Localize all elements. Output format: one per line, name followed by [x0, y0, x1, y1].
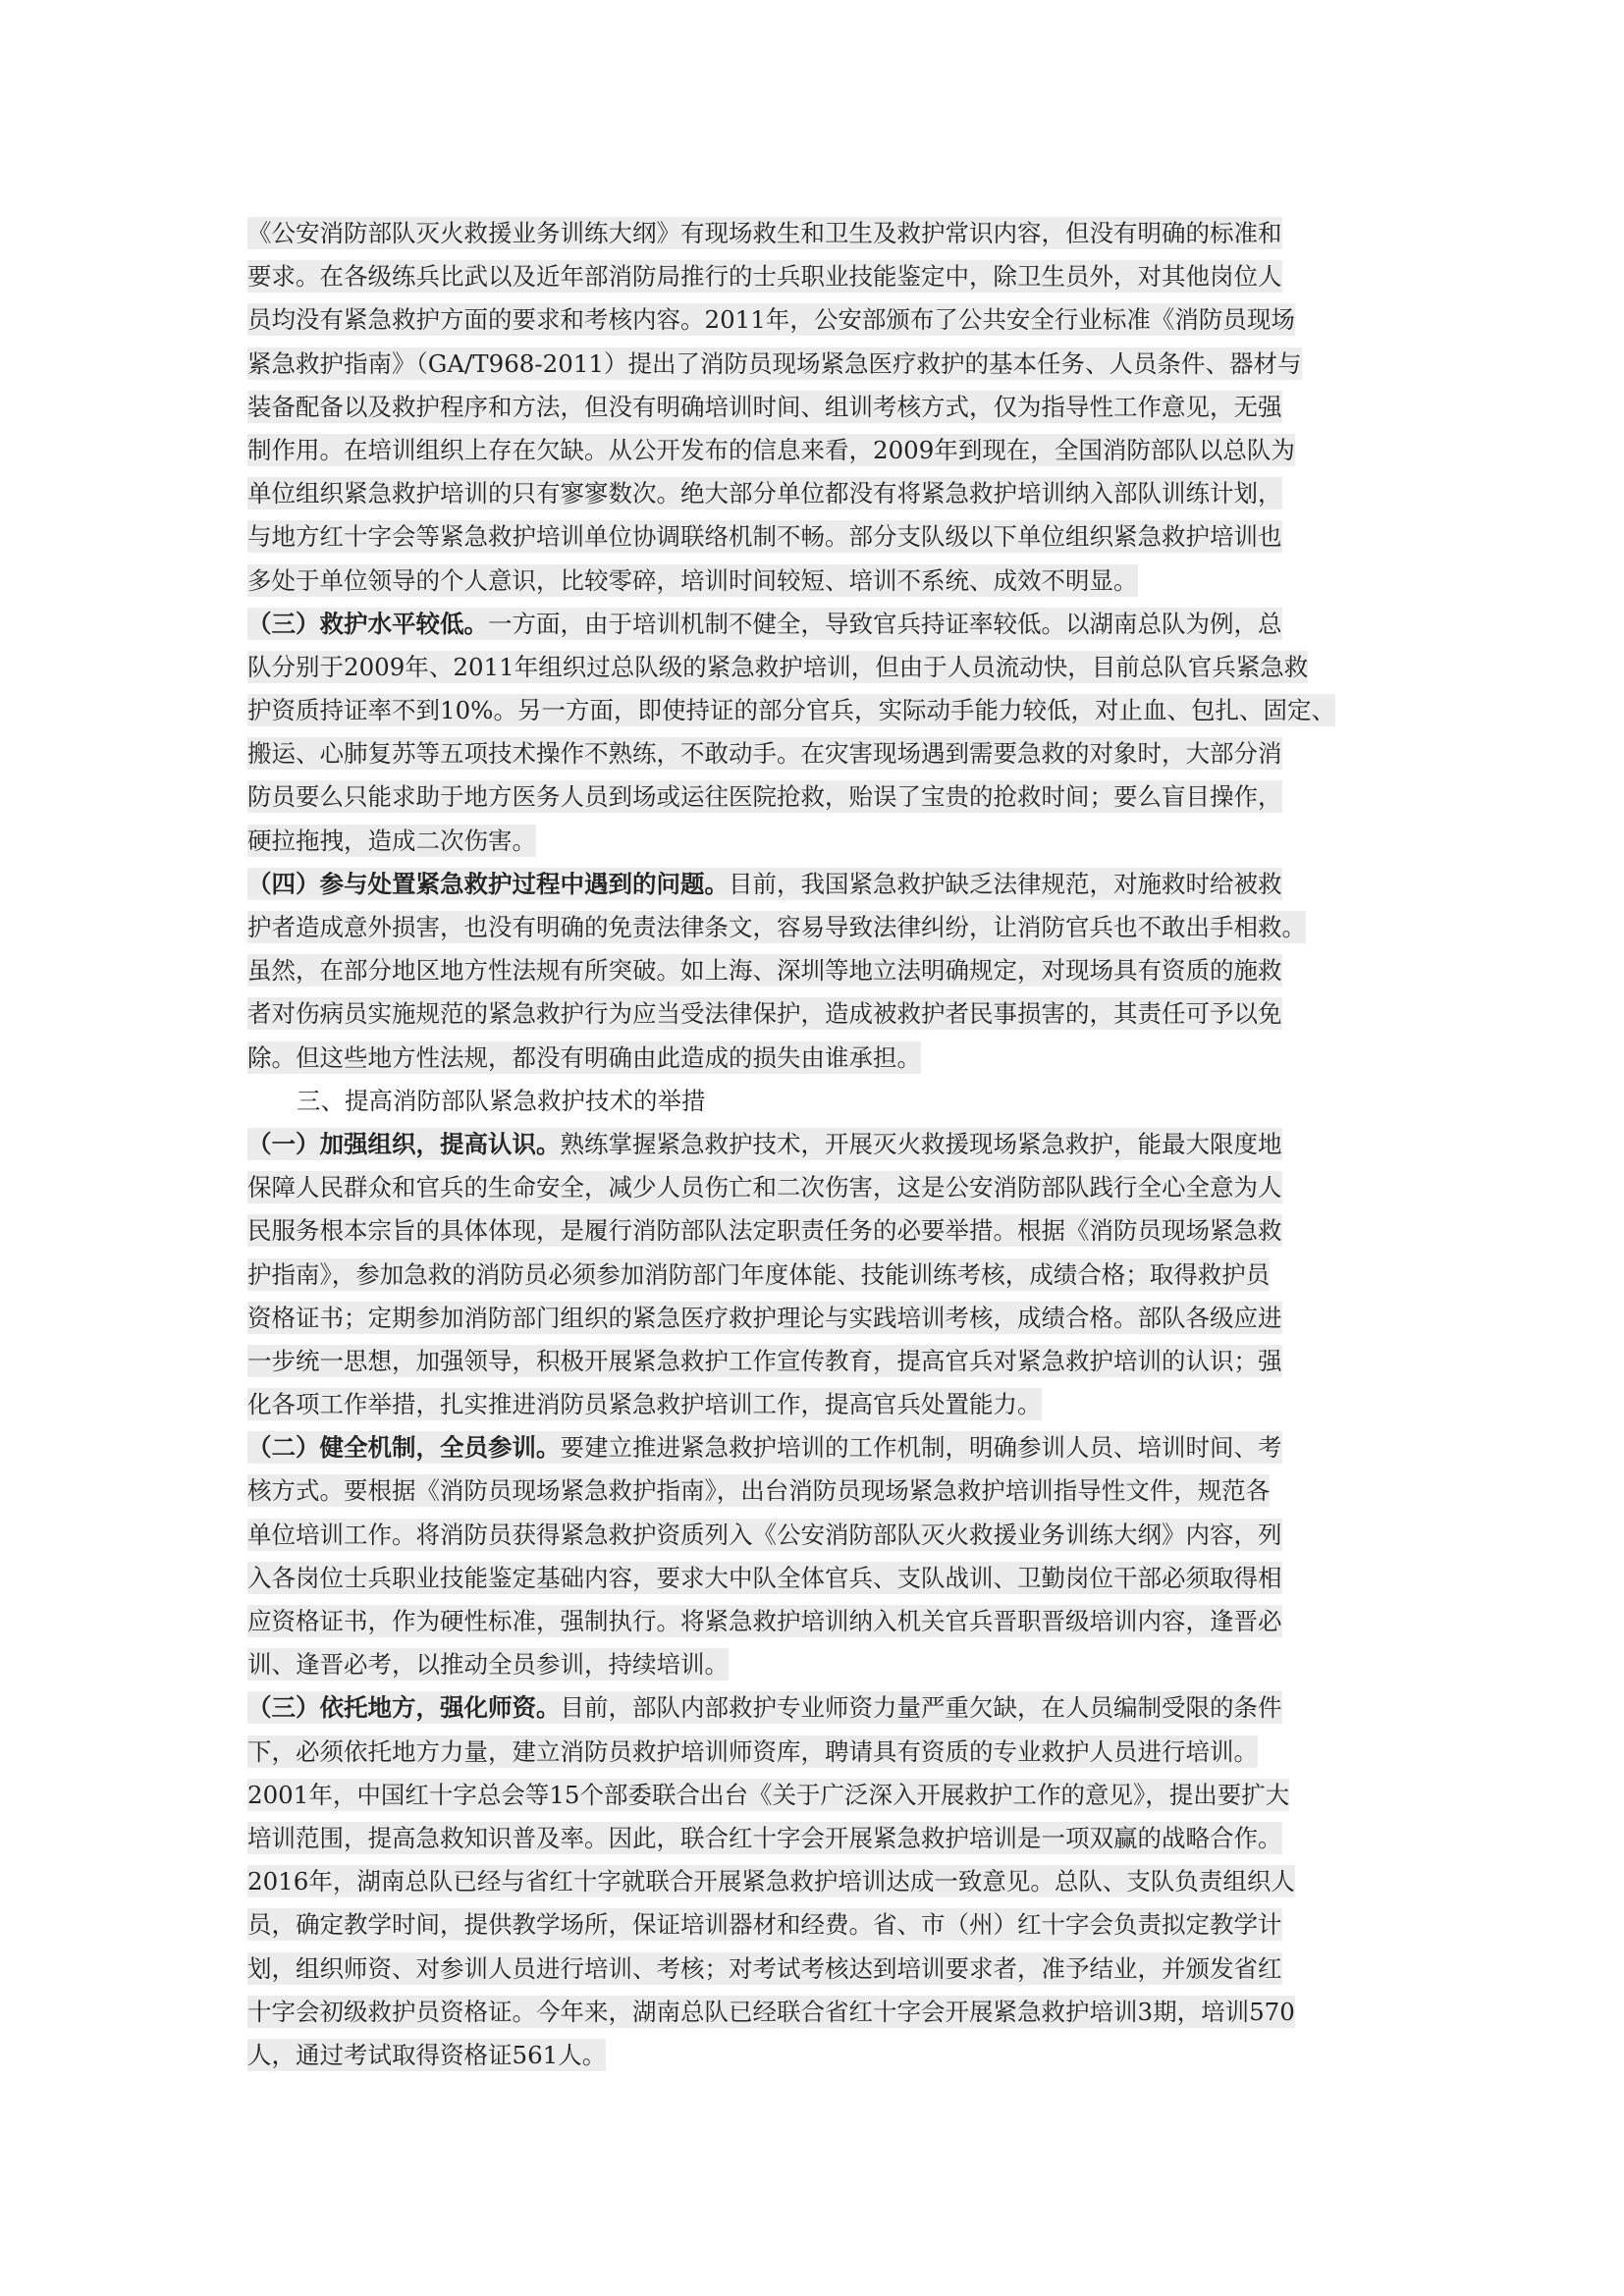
- line-text: [247, 564, 1138, 597]
- line-text: [247, 217, 1282, 249]
- text-line: [247, 1254, 1408, 1297]
- body-text: 民服务根本宗旨的具体体现，是履行消防部队法定职责任务的必要举措。根据《消防员现场紧急救: [247, 1216, 1282, 1246]
- line-text: [247, 1952, 1282, 1985]
- body-text: 一方面，由于培训机制不健全，导致官兵持证率较低。以湖南总队为例，总: [488, 609, 1282, 638]
- text-line: [247, 1731, 1408, 1774]
- text-line: [247, 906, 1408, 949]
- body-text: 单位组织紧急救护培训的只有寥寥数次。绝大部分单位都没有将紧急救护培训纳入部队训练计划，: [247, 479, 1282, 508]
- text-line: [247, 472, 1408, 515]
- line-text: [247, 1519, 1282, 1551]
- text-line: [247, 515, 1408, 559]
- text-line: [247, 1817, 1408, 1860]
- body-text: 搬运、心肺复苏等五项技术操作不熟练，不敢动手。在灾害现场遇到需要急救的对象时，大部分消: [247, 739, 1282, 769]
- text-line: [247, 689, 1408, 732]
- line-text: [247, 347, 1302, 380]
- body-text: 员均没有紧急救护方面的要求和考核内容。2011年，公安部颁布了公共安全行业标准《消防员现场: [247, 305, 1295, 335]
- body-text: 划，组织师资、对参训人员进行培训、考核；对考试考核达到培训要求者，准予结业，并颁发省红: [247, 1953, 1282, 1983]
- section-heading: [247, 1080, 1408, 1123]
- paragraph-heading: （三）救护水平较低。: [247, 609, 488, 638]
- line-text: [247, 1041, 921, 1074]
- line-text: [247, 997, 1282, 1030]
- text-line: [247, 1948, 1408, 1991]
- body-text: 人，通过考试取得资格证561人。: [247, 2040, 607, 2069]
- text-line: [247, 1991, 1408, 2034]
- text-line: [247, 1774, 1408, 1817]
- text-line: [247, 949, 1408, 992]
- body-text: 训、逢晋必考，以推动全员参训，持续培训。: [247, 1650, 729, 1680]
- body-text: 护者造成意外损害，也没有明确的免责法律条文，容易导致法律纠纷，让消防官兵也不敢出手相救。: [247, 913, 1306, 941]
- text-line: [247, 1469, 1408, 1513]
- line-text: [247, 1214, 1282, 1247]
- text-line: [247, 1426, 1408, 1469]
- body-text: 化各项工作举措，扎实推进消防员紧急救护培训工作，提高官兵处置能力。: [247, 1390, 1042, 1419]
- body-text: 护资质持证率不到10%。另一方面，即使持证的部分官兵，实际动手能力较低，对止血、包扎、固定、: [247, 696, 1335, 725]
- text-line: [247, 298, 1408, 342]
- line-text: [247, 1865, 1295, 1897]
- body-text: 多处于单位领导的个人意识，比较零碎，培训时间较短、培训不系统、成效不明显。: [247, 565, 1138, 595]
- line-text: [247, 1779, 1289, 1811]
- text-line: [247, 820, 1408, 863]
- text-line: [247, 1903, 1408, 1947]
- line-text: [247, 1388, 1042, 1420]
- line-text: [247, 780, 1282, 813]
- body-text: 资格证书；定期参加消防部门组织的紧急医疗救护理论与实践培训考核，成绩合格。部队各级应进: [247, 1303, 1282, 1332]
- line-text: [247, 737, 1282, 770]
- line-text: [247, 1691, 1282, 1724]
- text-line: [247, 775, 1408, 819]
- text-line: [247, 1860, 1408, 1903]
- body-text: 制作用。在培训组织上存在欠缺。从公开发布的信息来看，2009年到现在，全国消防部队以总队为: [247, 435, 1295, 464]
- line-text: [247, 1474, 1270, 1507]
- line-text: [247, 825, 536, 857]
- line-text: [247, 434, 1295, 466]
- text-line: [247, 1340, 1408, 1383]
- text-line: [247, 212, 1408, 255]
- line-text: [247, 911, 1306, 943]
- text-line: [247, 1557, 1408, 1600]
- body-text: 目前，我国紧急救护缺乏法律规范，对施救时给被救: [729, 869, 1282, 898]
- line-text: [247, 303, 1295, 336]
- text-line: [247, 343, 1408, 386]
- body-text: 十字会初级救护员资格证。今年来，湖南总队已经联合省红十字会开展紧急救护培训3期，培训570: [247, 1997, 1295, 2026]
- text-line: [247, 603, 1408, 646]
- line-text: [247, 608, 1282, 640]
- paragraph-heading: （三）依托地方，强化师资。: [247, 1693, 561, 1723]
- line-text: [247, 1605, 1282, 1637]
- line-text: [247, 520, 1282, 553]
- text-line: [247, 1297, 1408, 1340]
- body-text: 培训范围，提高急救知识普及率。因此，联合红十字会开展紧急救护培训是一项双赢的战略合作。: [247, 1823, 1282, 1852]
- body-text: 三、提高消防部队紧急救护技术的举措: [297, 1086, 706, 1115]
- body-text: 护指南》，参加急救的消防员必须参加消防部门年度体能、技能训练考核，成绩合格；取得救护员: [247, 1259, 1271, 1289]
- line-text: [247, 1648, 729, 1681]
- text-line: [247, 1123, 1408, 1166]
- body-text: 防员要么只能求助于地方医务人员到场或运往医院抢救，贻误了宝贵的抢救时间；要么盲目操作，: [247, 782, 1282, 812]
- line-text: [247, 954, 1282, 987]
- line-text: [247, 260, 1282, 293]
- body-text: 熟练掌握紧急救护技术，开展灭火救援现场紧急救护，能最大限度地: [560, 1129, 1282, 1158]
- body-text: 者对伤病员实施规范的紧急救护行为应当受法律保护，造成被救护者民事损害的，其责任可予以免: [247, 999, 1282, 1029]
- body-text: 2001年，中国红十字总会等15个部委联合出台《关于广泛深入开展救护工作的意见》，提出要扩大: [247, 1780, 1290, 1809]
- text-line: [247, 429, 1408, 472]
- line-text: [247, 1735, 1258, 1768]
- body-text: 队分别于2009年、2011年组织过总队级的紧急救护培训，但由于人员流动快，目前总队官兵紧急救: [247, 652, 1309, 681]
- body-text: 目前，部队内部救护专业师资力量严重欠缺，在人员编制受限的条件: [560, 1693, 1282, 1723]
- line-text: [247, 1302, 1282, 1334]
- body-text: 除。但这些地方性法规，都没有明确由此造成的损失由谁承担。: [247, 1042, 921, 1072]
- body-text: 《公安消防部队灭火救援业务训练大纲》有现场救生和卫生及救护常识内容，但没有明确的标准和: [247, 219, 1282, 247]
- line-text: [247, 651, 1308, 683]
- line-text: [247, 1431, 1282, 1464]
- line-text: [247, 1908, 1282, 1941]
- body-text: 核方式。要根据《消防员现场紧急救护指南》，出台消防员现场紧急救护培训指导性文件，规范各: [247, 1476, 1271, 1506]
- text-line: [247, 255, 1408, 298]
- body-text: 2016年，湖南总队已经与省红十字就联合开展紧急救护培训达成一致意见。总队、支队负责组织人: [247, 1867, 1295, 1896]
- body-text: 单位培训工作。将消防员获得紧急救护资质列入《公安消防部队灭火救援业务训练大纲》内容，列: [247, 1520, 1282, 1549]
- body-text: 虽然，在部分地区地方性法规有所突破。如上海、深圳等地立法明确规定，对现场具有资质的施救: [247, 956, 1282, 986]
- body-text: 与地方红十字会等紧急救护培训单位协调联络机制不畅。部分支队级以下单位组织紧急救护培训也: [247, 522, 1282, 552]
- body-text: 一步统一思想，加强领导，积极开展紧急救护工作宣传教育，提高官兵对紧急救护培训的认识；强: [247, 1346, 1282, 1375]
- text-line: [247, 646, 1408, 689]
- body-text: 应资格证书，作为硬性标准，强制执行。将紧急救护培训纳入机关官兵晋职晋级培训内容，逢晋必: [247, 1607, 1282, 1635]
- text-line: [247, 992, 1408, 1036]
- body-text: 要建立推进紧急救护培训的工作机制，明确参训人员、培训时间、考: [560, 1433, 1282, 1463]
- line-text: [247, 1258, 1270, 1291]
- text-line: [247, 863, 1408, 906]
- line-text: [247, 1171, 1282, 1203]
- line-text: [247, 2039, 606, 2071]
- text-line: [247, 560, 1408, 603]
- line-text: [247, 694, 1335, 726]
- text-line: [247, 732, 1408, 775]
- line-text: [247, 391, 1282, 423]
- text-line: [247, 1514, 1408, 1557]
- body-text: 员，确定教学时间，提供教学场所，保证培训器材和经费。省、市（州）红十字会负责拟定教学计: [247, 1910, 1282, 1940]
- text-line: [247, 1383, 1408, 1426]
- body-text: 装备配备以及救护程序和方法，但没有明确培训时间、组训考核方式，仅为指导性工作意见，无强: [247, 392, 1282, 421]
- document-page: [247, 212, 1408, 2077]
- line-text: [247, 1562, 1282, 1594]
- body-text: 下，必须依托地方力量，建立消防员救护培训师资库，聘请具有资质的专业救护人员进行培训。: [247, 1736, 1258, 1766]
- text-line: [247, 2034, 1408, 2077]
- text-line: [247, 386, 1408, 429]
- body-text: 入各岗位士兵职业技能鉴定基础内容，要求大中队全体官兵、支队战训、卫勤岗位干部必须取得相: [247, 1563, 1282, 1592]
- paragraph-heading: （四）参与处置紧急救护过程中遇到的问题。: [247, 869, 729, 898]
- text-line: [247, 1037, 1408, 1080]
- line-text: [297, 1087, 706, 1115]
- body-text: 硬拉拖拽，造成二次伤害。: [247, 826, 536, 855]
- paragraph-heading: （一）加强组织，提高认识。: [247, 1129, 561, 1158]
- line-text: [247, 1345, 1282, 1377]
- line-text: [247, 477, 1282, 509]
- text-line: [247, 1686, 1408, 1730]
- body-text: 保障人民群众和官兵的生命安全，减少人员伤亡和二次伤害，这是公安消防部队践行全心全意为人: [247, 1173, 1282, 1202]
- body-text: 要求。在各级练兵比武以及近年部消防局推行的士兵职业技能鉴定中，除卫生员外，对其他岗位人: [247, 262, 1282, 292]
- line-text: [247, 1128, 1282, 1160]
- line-text: [247, 1996, 1295, 2028]
- text-line: [247, 1643, 1408, 1686]
- text-line: [247, 1209, 1408, 1253]
- line-text: [247, 868, 1282, 900]
- text-line: [247, 1166, 1408, 1209]
- line-text: [247, 1822, 1282, 1854]
- body-text: 紧急救护指南》（GA/T968-2011）提出了消防员现场紧急医疗救护的基本任务、人员条件、器材与: [247, 348, 1302, 378]
- text-line: [247, 1600, 1408, 1643]
- paragraph-heading: （二）健全机制，全员参训。: [247, 1433, 561, 1463]
